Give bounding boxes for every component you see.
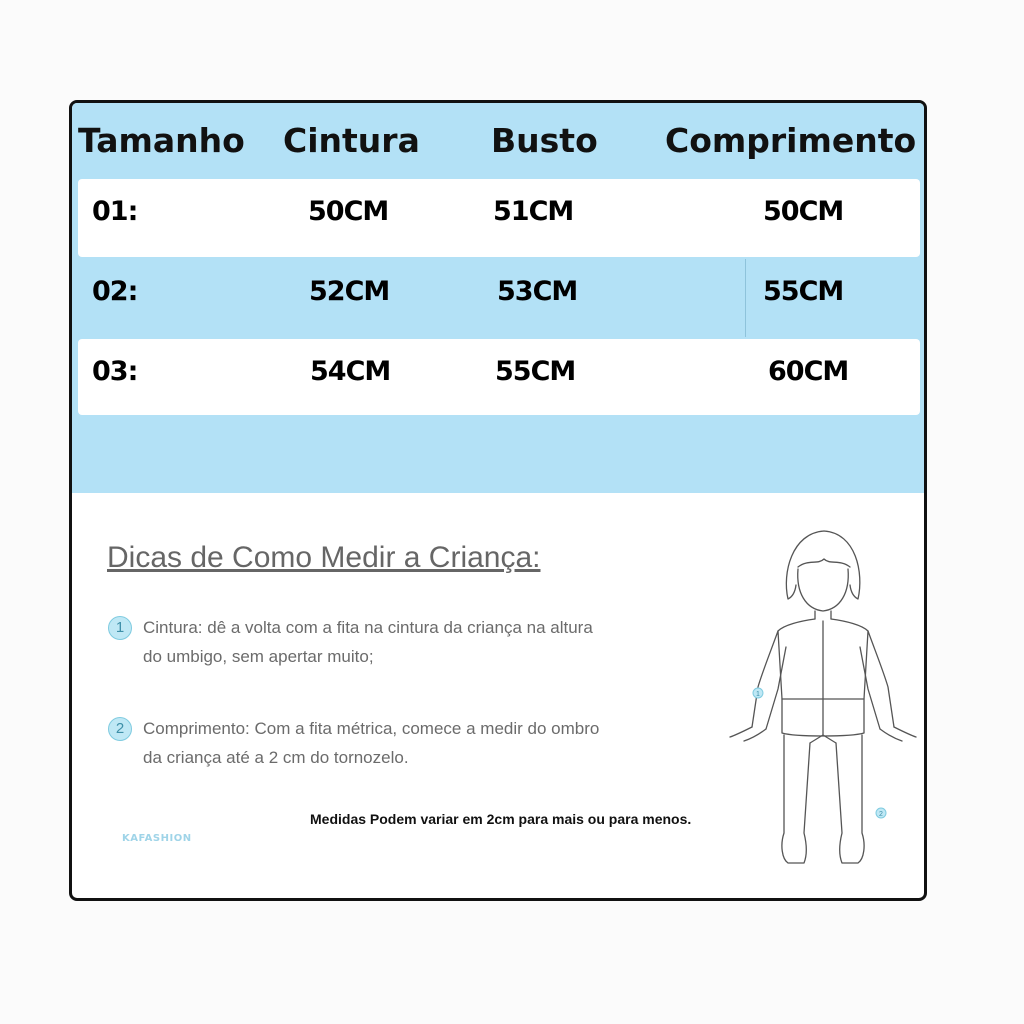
row-2-cintura: 52CM (309, 276, 390, 307)
brand-watermark: KAFASHION (122, 833, 192, 844)
row-3-busto: 55CM (495, 356, 576, 387)
row-2-busto: 53CM (497, 276, 578, 307)
header-tamanho: Tamanho (78, 121, 245, 160)
tip-2-number-badge: 2 (108, 717, 132, 741)
header-busto: Busto (491, 121, 598, 160)
column-divider (745, 259, 746, 337)
tips-title: Dicas de Como Medir a Criança: (107, 541, 541, 574)
header-cintura: Cintura (283, 121, 420, 160)
tip-1-line-1: Cintura: dê a volta com a fita na cintura da criança na altura (143, 618, 593, 637)
row-1-size: 01: (92, 196, 138, 227)
row-3-comprimento: 60CM (768, 356, 849, 387)
tip-1-line-2: do umbigo, sem apertar muito; (143, 647, 374, 666)
figure-marker-1: 1 (756, 691, 760, 698)
row-3-cintura: 54CM (310, 356, 391, 387)
tip-1-number-badge: 1 (108, 616, 132, 640)
row-1-comprimento: 50CM (763, 196, 844, 227)
child-measurement-figure-icon (722, 523, 922, 873)
measurement-note: Medidas Podem variar em 2cm para mais ou para menos. (310, 811, 692, 827)
figure-marker-2: 2 (879, 811, 883, 818)
row-3-size: 03: (92, 356, 138, 387)
row-2-size: 02: (92, 276, 138, 307)
row-1-busto: 51CM (493, 196, 574, 227)
header-comprimento: Comprimento (665, 121, 917, 160)
row-2-comprimento: 55CM (763, 276, 844, 307)
tip-2-line-2: da criança até a 2 cm do tornozelo. (143, 748, 409, 767)
row-1-cintura: 50CM (308, 196, 389, 227)
size-chart-card (69, 100, 927, 901)
size-table (72, 103, 924, 493)
tip-2-line-1: Comprimento: Com a fita métrica, comece a medir do ombro (143, 719, 600, 738)
